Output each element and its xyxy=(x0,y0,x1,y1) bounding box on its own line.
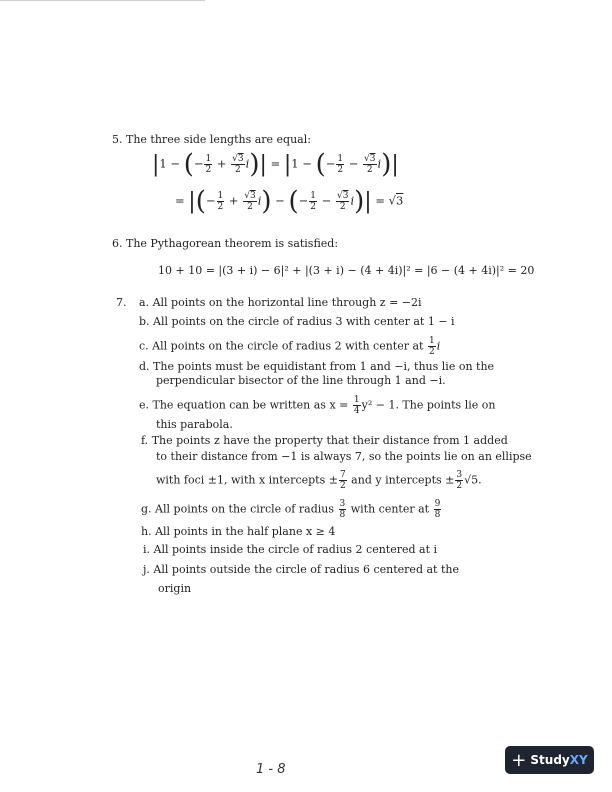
item-7a-text: All points on the horizontal line through z = −2i xyxy=(152,296,422,309)
item-7g-fraction-radius: $\frac{3}{8}$ xyxy=(339,499,346,520)
item-7d-text-1: The points must be equidistant from 1 and −i, thus lie on the xyxy=(153,360,495,373)
item-7f-label: f. xyxy=(141,434,149,447)
item-7c: c. All points on the circle of radius 2 with center at $\frac{1}{2}$ i xyxy=(139,336,441,357)
item-6 xyxy=(112,237,338,250)
item-7f-text-3c: √5. xyxy=(464,473,482,487)
item-7-number: 7. xyxy=(116,296,127,309)
item-7d-text-2: perpendicular bisector of the line through 1 and −i. xyxy=(156,374,446,387)
scan-edge-line xyxy=(0,0,205,1)
plus-icon: + xyxy=(511,749,527,771)
item-7f-text-2: to their distance from −1 is always 7, so the points lie on an ellipse xyxy=(156,450,532,463)
item-7g-text-mid: with center at xyxy=(350,502,430,516)
item-7b xyxy=(139,315,455,328)
item-7f-text-3b: and y intercepts ± xyxy=(351,473,455,487)
item-7c-text: All points on the circle of radius 2 with center at xyxy=(152,339,424,353)
item-7d-line1 xyxy=(139,360,494,373)
page-number: 1 - 8 xyxy=(256,762,286,777)
item-7f-line1 xyxy=(141,434,508,447)
item-7e-text-1b: y² − 1. The points lie on xyxy=(361,398,496,412)
item-5-text: The three side lengths are equal: xyxy=(126,133,311,146)
item-7e-line1 xyxy=(139,395,495,416)
item-7h xyxy=(141,525,335,538)
item-7f-line3 xyxy=(156,470,482,491)
item-6-number: 6. xyxy=(112,237,123,250)
item-7h-text: All points in the half plane x ≥ 4 xyxy=(155,525,336,538)
item-7d-label: d. xyxy=(139,360,150,373)
item-7a-label: a. xyxy=(139,296,150,309)
item-7f-fraction-x: $\frac{7}{2}$ xyxy=(339,470,346,491)
item-7g-text: All points on the circle of radius xyxy=(155,502,334,516)
item-7e-label: e. xyxy=(139,398,150,412)
item-7f-fraction-y: $\frac{3}{2}$ xyxy=(456,470,463,491)
item-7b-label: b. xyxy=(139,315,150,328)
badge-brand-xy: XY xyxy=(569,753,588,767)
item-7e-text-2: this parabola. xyxy=(156,418,233,431)
item-5 xyxy=(112,133,311,146)
item-7g-label: g. xyxy=(141,502,152,516)
item-7b-text: All points on the circle of radius 3 with center at 1 − i xyxy=(153,315,455,328)
item-6-text: The Pythagorean theorem is satisfied: xyxy=(126,237,339,250)
item-7j-label: j. xyxy=(143,563,150,576)
item-7e-fraction: $\frac{1}{4}$ xyxy=(353,395,360,416)
item-7g xyxy=(141,499,442,520)
item-7j-text-2: origin xyxy=(158,582,192,595)
studyxy-badge[interactable] xyxy=(505,746,594,774)
equation-5-line1: |1 − (− $\frac{1}{2}$ + $\frac{√3}{2}$ i)| = |1 − (− $\frac{1}{2}$ − $\frac{√3}{2}$ i)| xyxy=(152,149,399,180)
badge-brand-study: Study xyxy=(530,753,570,767)
item-7c-label: c. xyxy=(139,339,149,353)
item-7f-text-3a: with foci ±1, with x intercepts ± xyxy=(156,473,338,487)
item-7i xyxy=(143,543,437,556)
item-7g-fraction-center: $\frac{9}{8}$ xyxy=(434,499,441,520)
item-5-number: 5. xyxy=(112,133,123,146)
item-7i-label: i. xyxy=(143,543,151,556)
item-7f-text-1: The points z have the property that their distance from 1 added xyxy=(151,434,508,447)
item-7h-label: h. xyxy=(141,525,152,538)
equation-6: 10 + 10 = |(3 + i) − 6|² + |(3 + i) − (4 + 4i)|² = |6 − (4 + 4i)|² = 20 xyxy=(158,264,535,277)
item-7j-text-1: All points outside the circle of radius 6 centered at the xyxy=(153,563,459,576)
item-7c-fraction: $\frac{1}{2}$ xyxy=(428,336,435,357)
item-7j-line1 xyxy=(143,563,459,576)
item-7e-text-1a: The equation can be written as x = xyxy=(152,398,349,412)
item-7a xyxy=(139,296,422,309)
equation-5-line2: = |(− $\frac{1}{2}$ + $\frac{√3}{2}$ i) − (− $\frac{1}{2}$ − $\frac{√3}{2}$ i)| = √3 xyxy=(175,186,404,217)
item-7i-text: All points inside the circle of radius 2 centered at i xyxy=(153,543,438,556)
